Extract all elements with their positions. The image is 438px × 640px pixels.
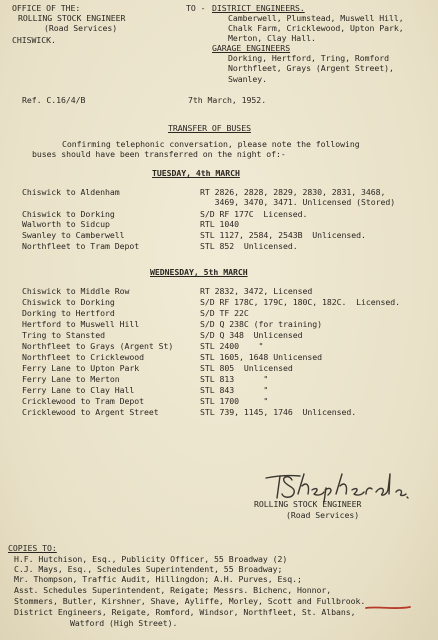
buses-row-17: STL 739, 1145, 1746 Unlicensed. bbox=[200, 407, 357, 417]
buses-row-13: STL 805 Unlicensed bbox=[200, 363, 293, 373]
red-pen-underline bbox=[364, 604, 412, 612]
to-heading-garage: GARAGE ENGINEERS bbox=[212, 43, 291, 53]
buses-row-6: RT 2832, 3472, Licensed bbox=[200, 286, 313, 296]
section-heading-wednesday: WEDNESDAY, 5th MARCH bbox=[150, 267, 248, 277]
copies-label: COPIES TO: bbox=[8, 543, 57, 553]
to-label: TO - bbox=[186, 3, 206, 13]
buses-row-15: STL 843 " bbox=[200, 385, 269, 395]
buses-row-14: STL 813 " bbox=[200, 374, 269, 384]
copies-line-6: District Engineers, Reigate, Romford, Windsor, Northfleet, St. Albans, bbox=[14, 607, 356, 617]
copies-line-5: Stommers, Butler, Kirshner, Shave, Ayliffe, Morley, Scott and Fullbrook. bbox=[14, 596, 366, 606]
buses-row-3: RTL 1040 bbox=[200, 219, 240, 229]
memo-title: TRANSFER OF BUSES bbox=[168, 123, 251, 133]
to-line-6: Swanley. bbox=[228, 74, 268, 84]
from-line-3: (Road Services) bbox=[44, 23, 118, 33]
route-row-2: Chiswick to Dorking bbox=[22, 209, 115, 219]
route-row-16: Cricklewood to Tram Depot bbox=[22, 396, 144, 406]
buses-row-10: S/D Q 348 Unlicensed bbox=[200, 330, 303, 340]
route-row-10: Tring to Stansted bbox=[22, 330, 105, 340]
signature-subtitle: (Road Services) bbox=[286, 510, 360, 520]
route-row-17: Cricklewood to Argent Street bbox=[22, 407, 159, 417]
route-row-1: Chiswick to Aldenham bbox=[22, 187, 120, 197]
route-row-11: Northfleet to Grays (Argent St) bbox=[22, 341, 174, 351]
buses-row-12: STL 1605, 1648 Unlicensed bbox=[200, 352, 322, 362]
route-row-3: Walworth to Sidcup bbox=[22, 219, 110, 229]
from-line-2: ROLLING STOCK ENGINEER bbox=[18, 13, 126, 23]
buses-row-9: S/D Q 238C (for training) bbox=[200, 319, 322, 329]
reference: Ref. C.16/4/B bbox=[22, 95, 86, 105]
route-row-8: Dorking to Hertford bbox=[22, 308, 115, 318]
route-row-4: Swanley to Camberwell bbox=[22, 230, 125, 240]
route-row-7: Chiswick to Dorking bbox=[22, 297, 115, 307]
route-row-15: Ferry Lane to Clay Hall bbox=[22, 385, 135, 395]
to-line-5: Northfleet, Grays (Argent Street), bbox=[228, 63, 394, 73]
to-heading-district: DISTRICT ENGINEERS. bbox=[212, 3, 305, 13]
buses-row-1: RT 2826, 2828, 2829, 2830, 2831, 3468, 3469, 3470, 3471. Unlicensed (Stored) bbox=[200, 187, 396, 207]
copies-line-7: Watford (High Street). bbox=[70, 618, 178, 628]
buses-row-2: S/D RF 177C Licensed. bbox=[200, 209, 308, 219]
to-line-1: Camberwell, Plumstead, Muswell Hill, bbox=[228, 13, 404, 23]
copies-line-4: Asst. Schedules Superintendent, Reigate; Messrs. Bichenc, Honnor, bbox=[14, 585, 332, 595]
copies-line-1: H.F. Hutchison, Esq., Publicity Officer, 55 Broadway (2) bbox=[14, 554, 288, 564]
intro-line-1: Confirming telephonic conversation, please note the following bbox=[62, 139, 360, 149]
copies-line-2: C.J. Mays, Esq., Schedules Superintendent, 55 Broadway; bbox=[14, 564, 283, 574]
buses-row-16: STL 1700 " bbox=[200, 396, 269, 406]
buses-row-8: S/D TF 22C bbox=[200, 308, 249, 318]
to-line-3: Merton, Clay Hall. bbox=[228, 33, 316, 43]
buses-row-5: STL 852 Unlicensed. bbox=[200, 241, 298, 251]
memo-date: 7th March, 1952. bbox=[188, 95, 267, 105]
from-line-1: OFFICE OF THE: bbox=[12, 3, 81, 13]
buses-row-7: S/D RF 178C, 179C, 180C, 182C. Licensed. bbox=[200, 297, 401, 307]
route-row-9: Hertford to Muswell Hill bbox=[22, 319, 140, 329]
route-row-13: Ferry Lane to Upton Park bbox=[22, 363, 140, 373]
buses-row-11: STL 2400 " bbox=[200, 341, 264, 351]
signature-title: ROLLING STOCK ENGINEER bbox=[254, 499, 362, 509]
route-row-5: Northfleet to Tram Depot bbox=[22, 241, 140, 251]
copies-line-3: Mr. Thompson, Traffic Audit, Hillingdon; A.H. Purves, Esq.; bbox=[14, 574, 302, 584]
section-heading-tuesday: TUESDAY, 4th MARCH bbox=[152, 168, 240, 178]
to-line-4: Dorking, Hertford, Tring, Romford bbox=[228, 53, 390, 63]
route-row-12: Northfleet to Cricklewood bbox=[22, 352, 144, 362]
to-line-2: Chalk Farm, Cricklewood, Upton Park, bbox=[228, 23, 404, 33]
intro-line-2: buses should have been transferred on the night of:- bbox=[32, 149, 286, 159]
route-row-14: Ferry Lane to Merton bbox=[22, 374, 120, 384]
route-row-6: Chiswick to Middle Row bbox=[22, 286, 130, 296]
buses-row-4: STL 1127, 2584, 2543B Unlicensed. bbox=[200, 230, 366, 240]
from-line-4: CHISWICK. bbox=[12, 35, 56, 45]
